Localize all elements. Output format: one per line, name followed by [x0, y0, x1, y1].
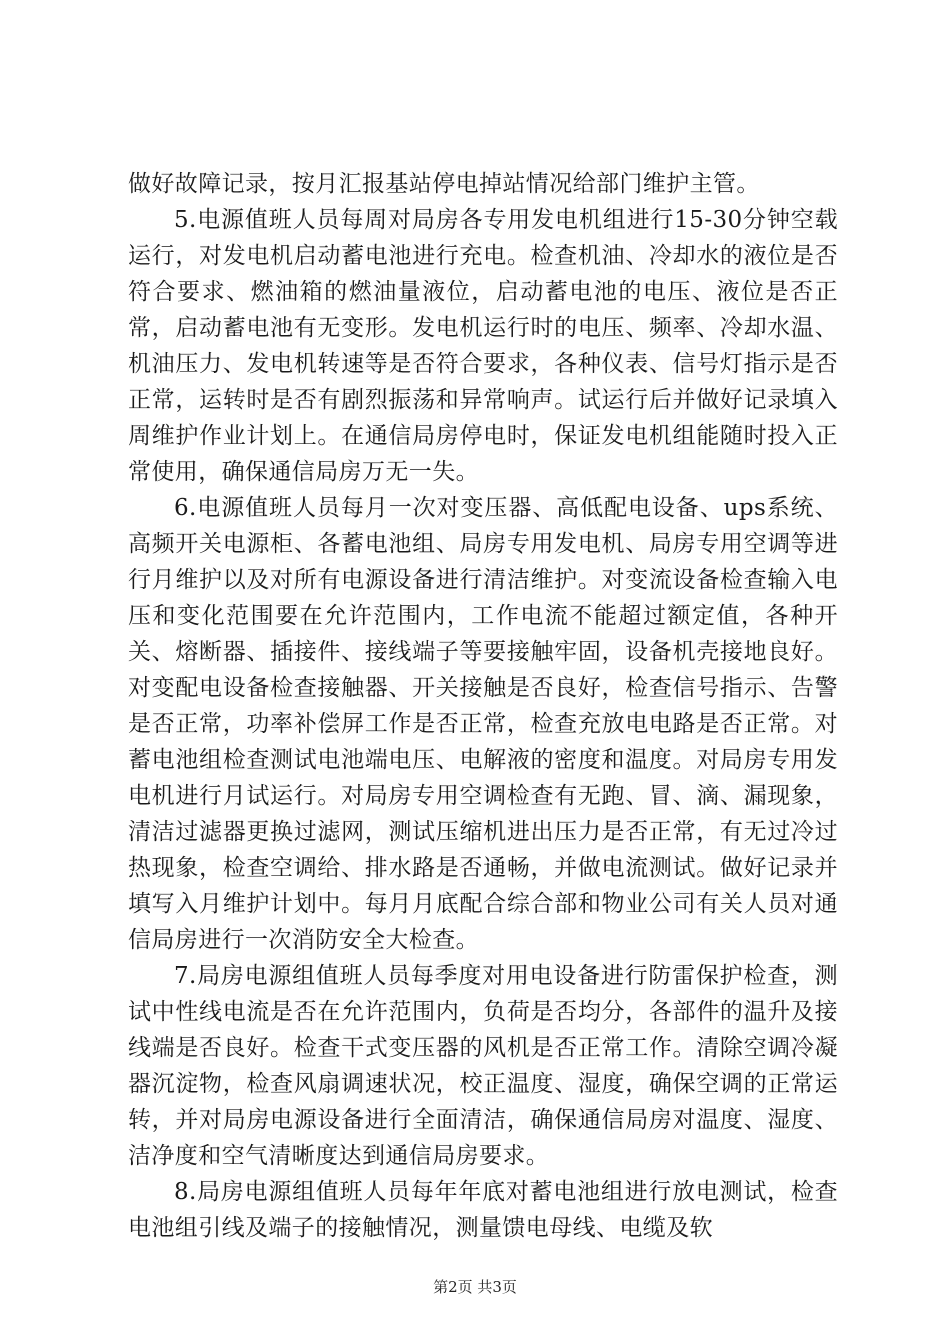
- paragraph-item-6: 6.电源值班人员每月一次对变压器、高低配电设备、ups系统、高频开关电源柜、各蓄电池组、局房专用发电机、局房专用空调等进行月维护以及对所有电源设备进行清洁维护。对变流设备检查输入电压和变化范围要在允许范围内，工作电流不能超过额定值，各种开关、熔断器、插接件、接线端子等要接触牢固，设备机壳接地良好。对变配电设备检查接触器、开关接触是否良好，检查信号指示、告警是否正常，功率补偿屏工作是否正常，检查充放电电路是否正常。对蓄电池组检查测试电池端电压、电解液的密度和温度。对局房专用发电机进行月试运行。对局房专用空调检查有无跑、冒、滴、漏现象，清洁过滤器更换过滤网，测试压缩机进出压力是否正常，有无过冷过热现象，检查空调给、排水路是否通畅，并做电流测试。做好记录并填写入月维护计划中。每月月底配合综合部和物业公司有关人员对通信局房进行一次消防安全大检查。: [128, 495, 838, 953]
- paragraph-item-7: 7.局房电源组值班人员每季度对用电设备进行防雷保护检查，测试中性线电流是否在允许范围内，负荷是否均分，各部件的温升及接线端是否良好。检查干式变压器的风机是否正常工作。清除空调冷凝器沉淀物，检查风扇调速状况，校正温度、湿度，确保空调的正常运转，并对局房电源设备进行全面清洁，确保通信局房对温度、湿度、洁净度和空气清晰度达到通信局房要求。: [128, 963, 838, 1169]
- paragraph-item-8: 8.局房电源组值班人员每年年底对蓄电池组进行放电测试，检查电池组引线及端子的接触情况，测量馈电母线、电缆及软: [128, 1179, 838, 1241]
- paragraph-continuation: 做好故障记录，按月汇报基站停电掉站情况给部门维护主管。: [128, 171, 760, 197]
- paragraph-item-5: 5.电源值班人员每周对局房各专用发电机组进行15-30分钟空载运行，对发电机启动蓄电池进行充电。检查机油、冷却水的液位是否符合要求、燃油箱的燃油量液位，启动蓄电池的电压、液位是否正常，启动蓄电池有无变形。发电机运行时的电压、频率、冷却水温、机油压力、发电机转速等是否符合要求，各种仪表、信号灯指示是否正常，运转时是否有剧烈振荡和异常响声。试运行后并做好记录填入周维护作业计划上。在通信局房停电时，保证发电机组能随时投入正常使用，确保通信局房万无一失。: [128, 207, 838, 485]
- page-number-footer: 第2页 共3页: [433, 1278, 517, 1296]
- document-body: [128, 166, 838, 1246]
